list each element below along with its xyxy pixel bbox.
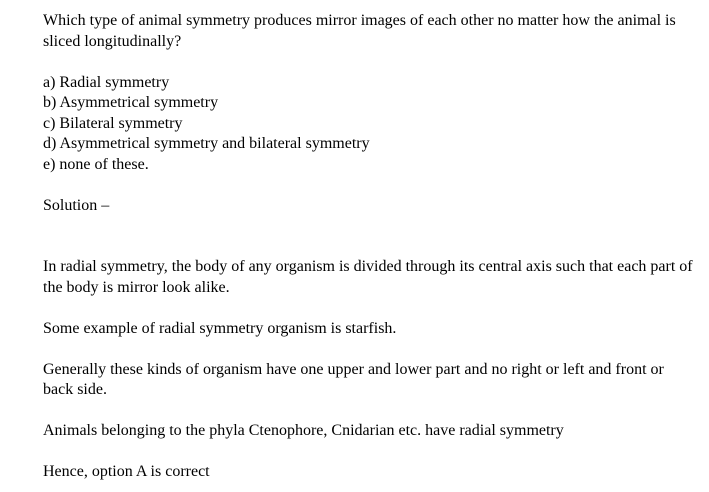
spacer	[43, 175, 693, 196]
spacer	[43, 442, 693, 463]
paragraph-body-parts: Generally these kinds of organism have one upper and lower part and no right or left and front or back side.	[43, 360, 664, 398]
document-body	[43, 11, 693, 483]
spacer	[43, 298, 693, 319]
option-d: d) Asymmetrical symmetry and bilateral symmetry	[43, 135, 370, 152]
question-text: Which type of animal symmetry produces mirror images of each other no matter how the animal is sliced longitudinally?	[43, 12, 676, 50]
paragraph-conclusion: Hence, option A is correct	[43, 463, 210, 480]
options-list	[43, 73, 693, 176]
option-e: e) none of these.	[43, 155, 149, 173]
spacer	[43, 52, 693, 73]
option-b: b) Asymmetrical symmetry	[43, 94, 219, 111]
paragraph-phyla: Animals belonging to the phyla Ctenophore, Cnidarian etc. have radial symmetry	[43, 422, 564, 439]
spacer	[43, 401, 693, 422]
option-c: c) Bilateral symmetry	[43, 114, 183, 132]
spacer	[43, 216, 693, 257]
paragraph-radial-definition: In radial symmetry, the body of any organism is divided through its central axis such that each part of the body is mirror look alike.	[43, 258, 693, 296]
spacer	[43, 339, 693, 360]
paragraph-example: Some example of radial symmetry organism is starfish.	[43, 319, 397, 337]
solution-label: Solution –	[43, 196, 110, 214]
option-a: a) Radial symmetry	[43, 73, 170, 91]
